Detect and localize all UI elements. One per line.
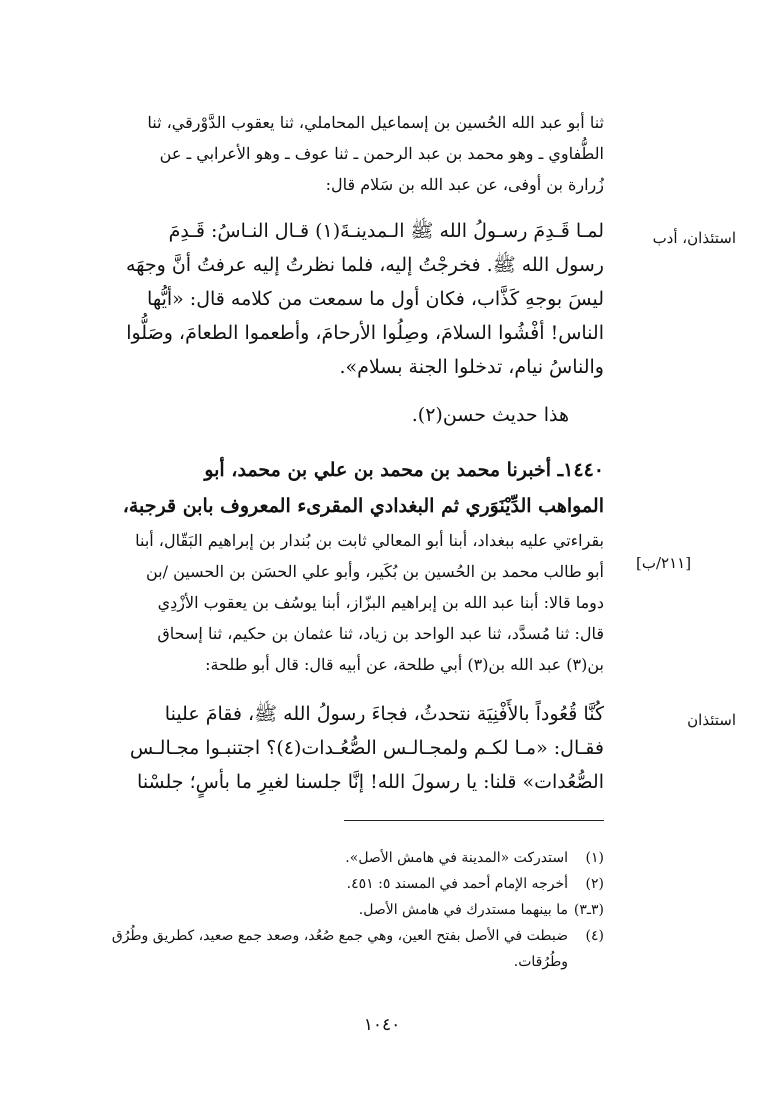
footnote xyxy=(54,923,604,975)
footnotes xyxy=(54,845,604,975)
text-line: ليسَ بوجهِ كَذَّاب، فكان أول ما سمعت من كلامه قال: «أيُّها xyxy=(147,288,604,310)
text-line: الناس! أفْشُوا السلامَ، وصِلُوا الأرحامَ، وأطعموا الطعامَ، وصَلُّوا xyxy=(126,322,604,344)
text-line: بن(٣) عبد الله بن(٣) أبي طلحة، عن أبيه قال: قال أبو طلحة: xyxy=(205,655,604,674)
margin-note-folio: [٢١١/ب] xyxy=(636,554,692,572)
footnote-number: (٣ـ٣) xyxy=(573,902,604,918)
text-line: رسول الله ﷺ. فخرجْتُ إليه، فلما نظرتُ إليه عرفتُ أنَّ وجهَه xyxy=(125,254,604,276)
footnote xyxy=(54,897,604,923)
margin-note-isti-dhan: استئذان xyxy=(687,711,736,729)
chain-paragraph xyxy=(104,107,604,200)
footnote xyxy=(54,845,604,871)
text-line: قال: ثنا مُسدَّد، ثنا عبد الواحد بن زياد، ثنا عثمان بن حكيم، ثنا إسحاق xyxy=(157,624,604,643)
footnote-text: استدركت «المدينة في هامش الأصل». xyxy=(345,850,568,866)
footnote-text: ضبطت في الأصل بفتح العين، وهي جمع صُعُد، وصعد جمع صعيد، كطريق وطُرُق وطُرُقات. xyxy=(111,928,568,970)
text-line: والناسُ نيام، تدخلوا الجنة بسلام». xyxy=(339,356,604,378)
text-line: بقراءتي عليه ببغداد، أبنا أبو المعالي ثابت بن بُندار بن إبراهيم البَقّال، أبنا xyxy=(135,531,604,550)
footnote-text: ما بينهما مستدرك في هامش الأصل. xyxy=(358,902,568,918)
footnote-number: (١) xyxy=(585,850,604,866)
text-line: أبو طالب محمد بن الحُسين بن بُكَير، وأبو علي الحسَن بن الحسين /بن xyxy=(146,562,604,581)
page-number: ١٠٤٠ xyxy=(363,1015,401,1035)
margin-note-isti-dhan-adab: استئذان، أدب xyxy=(652,229,736,247)
text-line: كُنَّا قُعُوداً بالأَفْنِيَة نتحدثُ، فجاءَ رسولُ الله ﷺ، فقامَ علينا xyxy=(164,703,604,725)
text-line: دوما قالا: أبنا عبد الله بن إبراهيم البزّاز، أبنا يوسُف بن يعقوب الأزْدِي xyxy=(157,593,604,612)
text-line: ١٤٤٠ـ أخبرنا محمد بن محمد بن علي بن محمد، أبو xyxy=(204,459,604,481)
footnote xyxy=(54,871,604,897)
isnad-paragraph xyxy=(104,525,604,680)
hadith-text-paragraph xyxy=(104,214,604,384)
hadith-body-paragraph xyxy=(104,697,604,799)
footnote-divider xyxy=(344,820,604,821)
footnote-text: أخرجه الإمام أحمد في المسند ٥: ٤٥١. xyxy=(346,876,568,892)
footnote-number: (٤) xyxy=(585,928,604,944)
hadith-heading-1440 xyxy=(104,452,604,524)
text-line: ثنا أبو عبد الله الحُسين بن إسماعيل المحاملي، ثنا يعقوب الدَّوْرقي، ثنا xyxy=(147,113,604,132)
text-line: زُرارة بن أوفى، عن عبد الله بن سَلام قال: xyxy=(325,175,604,194)
text-line: فقـال: «مـا لكـم ولمجـالـس الصُّعُـدات(٤)؟ اجتنبـوا مجـالـس xyxy=(129,737,604,759)
text-line: الطُّفاوي ـ وهو محمد بن عبد الرحمن ـ ثنا عوف ـ وهو الأعرابي ـ عن xyxy=(159,144,604,163)
text-line: الصُّعُدات» قلنا: يا رسولَ الله! إنَّا جلسنا لغيرِ ما بأسٍ؛ جلسْنا xyxy=(137,771,604,793)
text-line: المواهب الدِّيْنَوَري ثم البغدادي المقرىء المعروف بابن قرجبة، xyxy=(122,495,604,517)
footnote-number: (٢) xyxy=(585,876,604,892)
text-line: هذا حديث حسن(٢). xyxy=(411,404,569,426)
text-line: لمـا قَـدِمَ رسـولُ الله ﷺ الـمدينـةَ(١) قـال النـاسُ: قَـدِمَ xyxy=(168,220,604,242)
grading-line xyxy=(104,398,569,432)
